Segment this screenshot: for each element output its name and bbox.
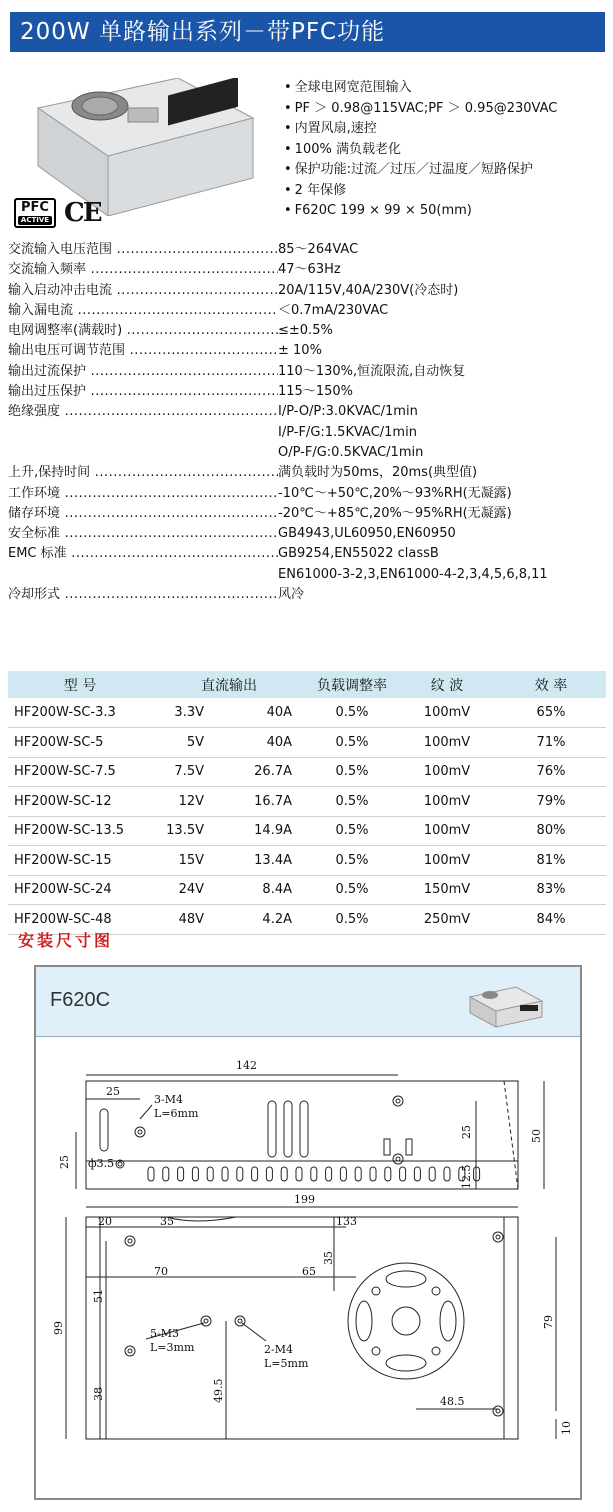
vent-slot [311,1167,317,1181]
feature-item: • 保护功能:过流／过压／过温度／短路保护 [284,160,557,181]
cell-ripple: 100mV [398,728,496,758]
spec-label: 输入漏电流 ..... [8,301,278,321]
spec-label: 交流输入电压范围 ..... [8,240,278,260]
table-row [8,846,606,876]
dim-12-5: 12.5 [460,1164,473,1189]
dim-50: 50 [530,1129,543,1143]
spec-row [8,341,608,361]
spec-value: 20A/115V,40A/230V(冷态时) [278,282,459,298]
dim-79: 79 [542,1315,555,1329]
pfc-active-logo: PFC ACTIVE [14,198,56,228]
spec-value: 115～150% [278,384,353,400]
vent-slot [429,1167,435,1181]
certification-logos [14,198,101,228]
spec-list [8,240,608,605]
cell-ripple: 100mV [398,698,496,728]
feature-item: • 2 年保修 [284,181,557,202]
dimension-svg [36,1039,580,1499]
feature-item: • 内置风扇,速控 [284,119,557,140]
vent-slot [474,1167,480,1181]
spec-label: 工作环境 ..... [8,484,278,504]
cell-efficiency: 65% [496,698,606,728]
spec-label: 输出电压可调节范围 ..... [8,341,278,361]
vent-slot [148,1167,154,1181]
spec-row [8,443,608,463]
spec-label [8,565,278,585]
vent-slot [192,1167,198,1181]
spec-label: 绝缘强度 ..... [8,402,278,422]
cell-voltage: 5V [152,728,212,758]
table-row [8,728,606,758]
cell-ripple: 100mV [398,757,496,787]
spec-value: EN61000-3-2,3,EN61000-4-2,3,4,5,6,8,11 [278,566,548,582]
spec-row [8,260,608,280]
table-row [8,816,606,846]
col-dc-output: 直流输出 [152,671,306,698]
vent-slot [400,1167,406,1181]
drawing-model: F620C [50,989,111,1011]
cell-current: 40A [212,698,306,728]
spec-value: I/P-F/G:1.5KVAC/1min [278,424,417,440]
cell-load-regulation: 0.5% [306,875,398,905]
cell-efficiency: 79% [496,787,606,817]
dim-5-m3: 5-M3 [150,1327,179,1340]
ce-logo: CE [64,198,101,228]
dim-3-m4: 3-M4 [154,1093,183,1106]
spec-value: ± 10% [278,343,322,359]
cell-load-regulation: 0.5% [306,905,398,935]
feature-item: • 全球电网宽范围输入 [284,78,557,99]
product-photo [28,78,260,216]
feature-item: • PF ＞ 0.98@115VAC;PF ＞ 0.95@230VAC [284,99,557,120]
dim-l-3mm: L=3mm [150,1341,195,1354]
table-row [8,787,606,817]
dim-20: 20 [98,1215,112,1228]
cell-load-regulation: 0.5% [306,846,398,876]
cell-load-regulation: 0.5% [306,698,398,728]
spec-value: 47～63Hz [278,262,341,278]
spec-value: 110～130%,恒流限流,自动恢复 [278,363,466,379]
feature-list [284,78,557,222]
spec-row [8,402,608,422]
spec-value: -20℃～+85℃,20%～95%RH(无凝露) [278,505,512,521]
vent-slot [163,1167,169,1181]
vent-slot [237,1167,243,1181]
cell-current: 14.9A [212,816,306,846]
dim-25-left: 25 [58,1155,71,1169]
vent-slot [414,1167,420,1181]
dim-65: 65 [302,1265,316,1278]
vent-slot [252,1167,258,1181]
table-header-row [8,671,606,698]
spec-value: ≤±0.5% [278,323,333,339]
spec-row [8,321,608,341]
cell-current: 26.7A [212,757,306,787]
cell-model: HF200W-SC-7.5 [8,757,152,787]
cell-model: HF200W-SC-3.3 [8,698,152,728]
dim-35-top: 35 [160,1215,174,1228]
spec-row [8,484,608,504]
vent-slot [370,1167,376,1181]
cell-ripple: 250mV [398,905,496,935]
cell-efficiency: 76% [496,757,606,787]
cell-ripple: 100mV [398,846,496,876]
cell-voltage: 48V [152,905,212,935]
vent-slot [266,1167,272,1181]
spec-label: 安全标准 ..... [8,524,278,544]
spec-value: ＜0.7mA/230VAC [278,302,389,318]
spec-row [8,544,608,564]
spec-value: I/P-O/P:3.0KVAC/1min [278,404,418,420]
cell-model: HF200W-SC-13.5 [8,816,152,846]
dimension-drawing [34,965,582,1500]
col-efficiency: 效 率 [496,671,606,698]
dim-phi-3-5: ф3.5 [88,1157,115,1170]
cell-voltage: 3.3V [152,698,212,728]
spec-row [8,362,608,382]
spec-row [8,281,608,301]
cell-voltage: 13.5V [152,816,212,846]
spec-label: 输出过流保护 ..... [8,362,278,382]
dim-25-right: 25 [460,1125,473,1139]
cell-voltage: 24V [152,875,212,905]
cell-model: HF200W-SC-24 [8,875,152,905]
spec-row [8,565,608,585]
vent-slot [281,1167,287,1181]
spec-label: 输出过压保护 ..... [8,382,278,402]
vent-slot [178,1167,184,1181]
cell-current: 40A [212,728,306,758]
spec-label: EMC 标准 ..... [8,544,278,564]
cell-voltage: 15V [152,846,212,876]
spec-label: 储存环境 ..... [8,504,278,524]
spec-value: GB9254,EN55022 classB [278,546,439,562]
spec-value: 风冷 [278,587,305,603]
table-row [8,875,606,905]
spec-value: GB4943,UL60950,EN60950 [278,526,456,542]
cell-current: 8.4A [212,875,306,905]
spec-row [8,504,608,524]
spec-row [8,463,608,483]
dim-133: 133 [336,1215,357,1228]
feature-item: • F620C 199 × 99 × 50(mm) [284,201,557,222]
install-title: 安装尺寸图 [18,931,114,950]
vent-slot [385,1167,391,1181]
dim-25-top: 25 [106,1085,120,1098]
cell-ripple: 100mV [398,787,496,817]
cell-load-regulation: 0.5% [306,728,398,758]
cell-efficiency: 81% [496,846,606,876]
spec-label: 输入启动冲击电流 ..... [8,281,278,301]
page-title: 200W 单路输出系列－带PFC功能 [10,12,605,52]
spec-label: 冷却形式 ..... [8,585,278,605]
vent-slot [296,1167,302,1181]
vent-slot [222,1167,228,1181]
dim-2-m4: 2-M4 [264,1343,293,1356]
col-ripple: 纹 波 [398,671,496,698]
spec-row [8,240,608,260]
table-row [8,757,606,787]
cell-load-regulation: 0.5% [306,787,398,817]
cell-current: 13.4A [212,846,306,876]
cell-voltage: 12V [152,787,212,817]
spec-value: 85～264VAC [278,242,359,257]
feature-item: • 100% 满负载老化 [284,140,557,161]
vent-slot [207,1167,213,1181]
model-table [8,671,606,935]
col-model: 型 号 [8,671,152,698]
cell-model: HF200W-SC-12 [8,787,152,817]
table-row [8,698,606,728]
spec-value: 满负载时为50ms，20ms(典型值) [278,465,478,481]
dim-99: 99 [52,1321,65,1335]
cell-load-regulation: 0.5% [306,757,398,787]
spec-label [8,423,278,443]
cell-current: 4.2A [212,905,306,935]
col-load-regulation: 负载调整率 [306,671,398,698]
cell-efficiency: 84% [496,905,606,935]
vent-slot [326,1167,332,1181]
spec-label: 电网调整率(满载时) ..... [8,321,278,341]
dim-199: 199 [294,1193,315,1206]
vent-slot [340,1167,346,1181]
dim-70: 70 [154,1265,168,1278]
cell-ripple: 100mV [398,816,496,846]
spec-value: O/P-F/G:0.5KVAC/1min [278,444,424,460]
cell-voltage: 7.5V [152,757,212,787]
spec-value: -10℃～+50℃,20%～93%RH(无凝露) [278,485,512,501]
cell-efficiency: 80% [496,816,606,846]
cell-efficiency: 83% [496,875,606,905]
vent-slot [355,1167,361,1181]
dim-48-5: 48.5 [440,1395,465,1408]
dim-51: 51 [92,1289,105,1303]
spec-row [8,524,608,544]
cell-current: 16.7A [212,787,306,817]
dim-l-5mm: L=5mm [264,1357,309,1370]
spec-label [8,443,278,463]
spec-row [8,585,608,605]
dim-38: 38 [92,1387,105,1401]
dim-142: 142 [236,1059,257,1072]
cell-efficiency: 71% [496,728,606,758]
dim-35-mid: 35 [322,1251,335,1265]
vent-slot [444,1167,450,1181]
dim-10: 10 [560,1421,573,1435]
spec-row [8,301,608,321]
cell-ripple: 150mV [398,875,496,905]
spec-row [8,423,608,443]
product-thumbnail [466,985,546,1029]
dim-49-5: 49.5 [212,1378,225,1403]
spec-label: 上升,保持时间 ..... [8,463,278,483]
cell-model: HF200W-SC-48 [8,905,152,935]
spec-row [8,382,608,402]
cell-model: HF200W-SC-15 [8,846,152,876]
dim-l-6mm: L=6mm [154,1107,199,1120]
drawing-header [36,967,580,1037]
cell-model: HF200W-SC-5 [8,728,152,758]
cell-load-regulation: 0.5% [306,816,398,846]
spec-label: 交流输入频率 ..... [8,260,278,280]
